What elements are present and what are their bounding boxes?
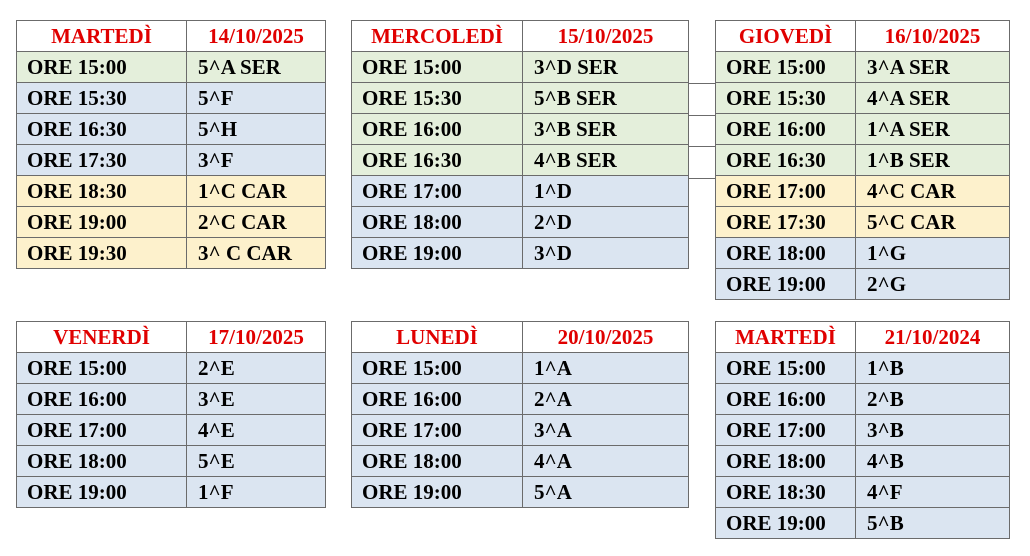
schedule-row xyxy=(352,238,689,269)
schedule-table-wednesday-15 xyxy=(351,20,689,269)
day-header-row xyxy=(352,322,689,353)
schedule-row xyxy=(352,446,689,477)
class-cell: 3^B xyxy=(856,415,1010,446)
schedule-row xyxy=(17,353,326,384)
class-cell: 5^A SER xyxy=(187,52,326,83)
class-cell: 1^B SER xyxy=(856,145,1010,176)
schedule-table-monday-20 xyxy=(351,321,689,508)
class-cell: 4^E xyxy=(187,415,326,446)
time-cell: ORE 16:00 xyxy=(352,384,523,415)
day-name: VENERDÌ xyxy=(17,322,187,353)
class-cell: 1^G xyxy=(856,238,1010,269)
time-cell: ORE 18:30 xyxy=(716,477,856,508)
time-cell: ORE 16:00 xyxy=(716,384,856,415)
time-cell: ORE 17:00 xyxy=(17,415,187,446)
time-cell: ORE 16:00 xyxy=(17,384,187,415)
day-date: 21/10/2024 xyxy=(856,322,1010,353)
time-cell: ORE 16:00 xyxy=(716,114,856,145)
schedule-row xyxy=(716,52,1010,83)
time-cell: ORE 19:00 xyxy=(352,477,523,508)
class-cell: 1^A xyxy=(523,353,689,384)
schedule-row xyxy=(17,114,326,145)
day-date: 16/10/2025 xyxy=(856,21,1010,52)
schedule-row xyxy=(716,415,1010,446)
class-cell: 1^B xyxy=(856,353,1010,384)
class-cell: 2^E xyxy=(187,353,326,384)
time-cell: ORE 16:30 xyxy=(716,145,856,176)
day-name: GIOVEDÌ xyxy=(716,21,856,52)
time-cell: ORE 19:00 xyxy=(716,269,856,300)
schedule-row xyxy=(716,83,1010,114)
class-cell: 4^A xyxy=(523,446,689,477)
class-cell: 3^A SER xyxy=(856,52,1010,83)
schedule-row xyxy=(352,114,689,145)
row-divider-connector xyxy=(688,83,715,84)
class-cell: 1^F xyxy=(187,477,326,508)
time-cell: ORE 15:30 xyxy=(716,83,856,114)
schedule-row xyxy=(17,415,326,446)
time-cell: ORE 15:00 xyxy=(17,353,187,384)
time-cell: ORE 19:00 xyxy=(716,508,856,539)
class-cell: 1^D xyxy=(523,176,689,207)
schedule-row xyxy=(352,477,689,508)
class-cell: 2^A xyxy=(523,384,689,415)
time-cell: ORE 17:00 xyxy=(352,176,523,207)
class-cell: 2^D xyxy=(523,207,689,238)
class-cell: 4^B xyxy=(856,446,1010,477)
schedule-row xyxy=(352,207,689,238)
schedule-row xyxy=(716,145,1010,176)
schedule-row xyxy=(352,353,689,384)
time-cell: ORE 17:00 xyxy=(352,415,523,446)
class-cell: 3^D xyxy=(523,238,689,269)
time-cell: ORE 16:30 xyxy=(352,145,523,176)
schedule-row xyxy=(716,238,1010,269)
schedule-body xyxy=(716,322,1010,539)
time-cell: ORE 19:00 xyxy=(352,238,523,269)
time-cell: ORE 19:00 xyxy=(17,207,187,238)
time-cell: ORE 19:30 xyxy=(17,238,187,269)
schedule-body xyxy=(352,21,689,269)
schedule-row xyxy=(352,415,689,446)
class-cell: 4^F xyxy=(856,477,1010,508)
schedule-row xyxy=(17,446,326,477)
class-cell: 1^C CAR xyxy=(187,176,326,207)
schedule-row xyxy=(352,83,689,114)
day-header-row xyxy=(17,322,326,353)
class-cell: 5^A xyxy=(523,477,689,508)
schedule-table-thursday-16 xyxy=(715,20,1010,300)
time-cell: ORE 18:00 xyxy=(716,446,856,477)
time-cell: ORE 17:30 xyxy=(716,207,856,238)
schedule-row xyxy=(17,145,326,176)
schedule-row xyxy=(352,52,689,83)
time-cell: ORE 15:00 xyxy=(17,52,187,83)
schedule-table-friday-17 xyxy=(16,321,326,508)
class-cell: 1^A SER xyxy=(856,114,1010,145)
schedule-row xyxy=(17,477,326,508)
schedule-row xyxy=(716,477,1010,508)
day-date: 17/10/2025 xyxy=(187,322,326,353)
class-cell: 3^E xyxy=(187,384,326,415)
schedule-row xyxy=(716,269,1010,300)
class-cell: 3^ C CAR xyxy=(187,238,326,269)
schedule-body xyxy=(17,322,326,508)
time-cell: ORE 15:00 xyxy=(352,353,523,384)
schedule-table-tuesday-14 xyxy=(16,20,326,269)
class-cell: 3^D SER xyxy=(523,52,689,83)
class-cell: 5^E xyxy=(187,446,326,477)
time-cell: ORE 15:00 xyxy=(716,52,856,83)
class-cell: 5^H xyxy=(187,114,326,145)
day-date: 20/10/2025 xyxy=(523,322,689,353)
schedule-row xyxy=(716,207,1010,238)
day-header-row xyxy=(716,21,1010,52)
schedule-row xyxy=(716,114,1010,145)
schedule-body xyxy=(716,21,1010,300)
class-cell: 3^B SER xyxy=(523,114,689,145)
time-cell: ORE 15:30 xyxy=(17,83,187,114)
schedule-row xyxy=(352,384,689,415)
time-cell: ORE 17:30 xyxy=(17,145,187,176)
class-cell: 2^G xyxy=(856,269,1010,300)
time-cell: ORE 18:30 xyxy=(17,176,187,207)
row-divider-connector xyxy=(688,115,715,116)
schedule-table-tuesday-21 xyxy=(715,321,1010,539)
day-date: 15/10/2025 xyxy=(523,21,689,52)
day-header-row xyxy=(17,21,326,52)
schedule-row xyxy=(716,446,1010,477)
class-cell: 5^C CAR xyxy=(856,207,1010,238)
time-cell: ORE 17:00 xyxy=(716,415,856,446)
class-cell: 4^C CAR xyxy=(856,176,1010,207)
schedule-row xyxy=(17,176,326,207)
class-cell: 2^B xyxy=(856,384,1010,415)
time-cell: ORE 16:30 xyxy=(17,114,187,145)
class-cell: 5^F xyxy=(187,83,326,114)
schedule-row xyxy=(716,176,1010,207)
schedule-row xyxy=(17,238,326,269)
time-cell: ORE 18:00 xyxy=(352,446,523,477)
time-cell: ORE 15:00 xyxy=(716,353,856,384)
day-header-row xyxy=(716,322,1010,353)
time-cell: ORE 18:00 xyxy=(352,207,523,238)
time-cell: ORE 18:00 xyxy=(17,446,187,477)
schedule-row xyxy=(716,384,1010,415)
schedule-row xyxy=(716,353,1010,384)
row-divider-connector xyxy=(688,178,715,179)
class-cell: 5^B SER xyxy=(523,83,689,114)
schedule-row xyxy=(17,207,326,238)
schedule-row xyxy=(17,83,326,114)
schedule-row xyxy=(352,145,689,176)
time-cell: ORE 15:30 xyxy=(352,83,523,114)
class-cell: 3^F xyxy=(187,145,326,176)
schedule-row xyxy=(17,52,326,83)
time-cell: ORE 18:00 xyxy=(716,238,856,269)
day-name: MERCOLEDÌ xyxy=(352,21,523,52)
day-name: LUNEDÌ xyxy=(352,322,523,353)
schedule-body xyxy=(17,21,326,269)
class-cell: 2^C CAR xyxy=(187,207,326,238)
class-cell: 5^B xyxy=(856,508,1010,539)
schedule-row xyxy=(716,508,1010,539)
class-cell: 3^A xyxy=(523,415,689,446)
schedule-row xyxy=(352,176,689,207)
time-cell: ORE 17:00 xyxy=(716,176,856,207)
schedule-row xyxy=(17,384,326,415)
time-cell: ORE 19:00 xyxy=(17,477,187,508)
row-divider-connector xyxy=(688,146,715,147)
time-cell: ORE 15:00 xyxy=(352,52,523,83)
day-name: MARTEDÌ xyxy=(716,322,856,353)
class-cell: 4^B SER xyxy=(523,145,689,176)
day-date: 14/10/2025 xyxy=(187,21,326,52)
day-name: MARTEDÌ xyxy=(17,21,187,52)
schedule-body xyxy=(352,322,689,508)
time-cell: ORE 16:00 xyxy=(352,114,523,145)
day-header-row xyxy=(352,21,689,52)
class-cell: 4^A SER xyxy=(856,83,1010,114)
